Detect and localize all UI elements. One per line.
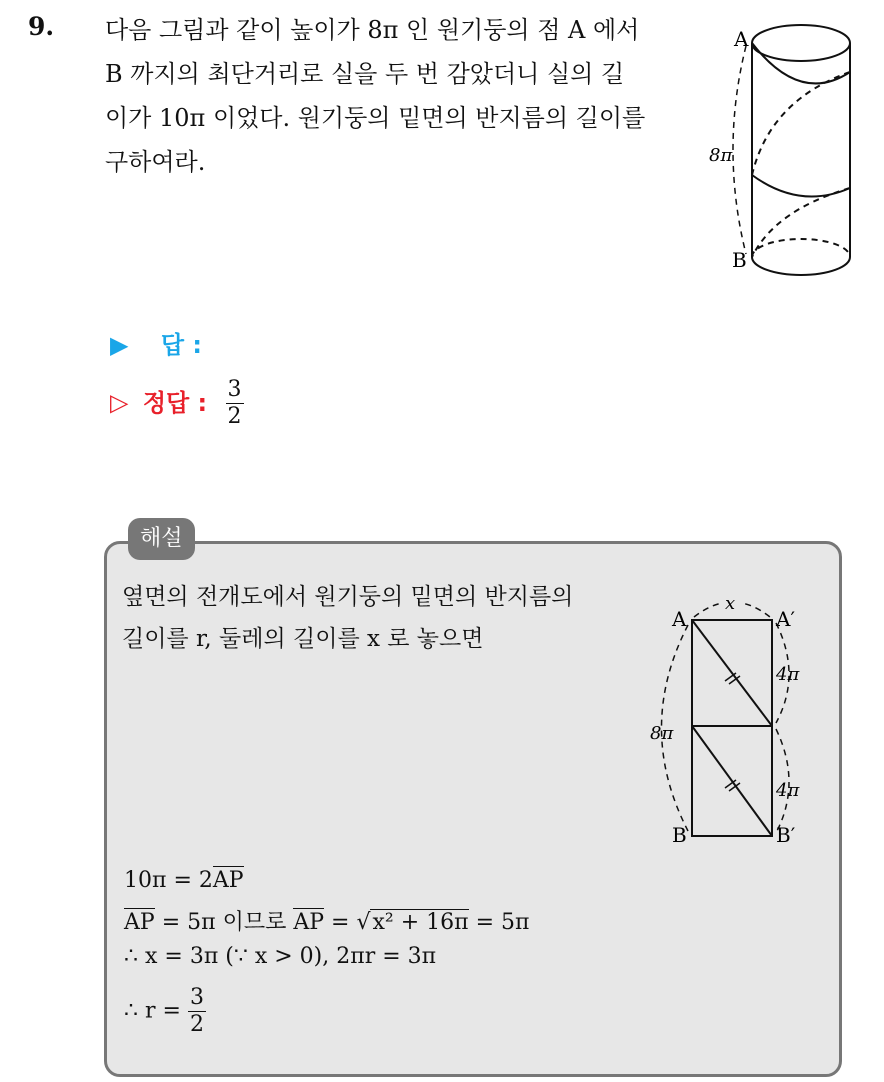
question-text — [105, 8, 683, 184]
question-line-2: B 까지의 최단거리로 실을 두 번 감았더니 실의 길 — [105, 60, 625, 88]
question-line-3: 이가 10π 이었다. 원기둥의 밑면의 반지름의 길이를 — [105, 104, 646, 132]
correct-answer-value — [226, 377, 244, 430]
question-number: 9. — [28, 12, 55, 41]
equation-1-left: 10π = 2 — [124, 868, 213, 893]
correct-numerator: 3 — [227, 377, 242, 402]
explanation-text — [122, 576, 632, 660]
cylinder-label-b: B — [732, 248, 747, 272]
question-line-1: 다음 그림과 같이 높이가 8π 인 원기둥의 점 A 에서 — [105, 16, 640, 44]
equation-2-mid: = 5π 이므로 — [154, 910, 294, 935]
net-figure — [640, 585, 820, 850]
answer-label: 답 : — [160, 331, 202, 359]
cylinder-label-a: A — [734, 27, 749, 51]
equation-2-sqrt: √x² + 16π — [356, 910, 469, 935]
equation-4-numerator: 3 — [189, 985, 204, 1010]
net-height-label: 8π — [650, 723, 674, 744]
answer-row — [110, 325, 202, 360]
explanation-line-1: 옆면의 전개도에서 원기둥의 밑면의 반지름의 — [122, 584, 574, 610]
equation-4-denominator: 2 — [189, 1012, 204, 1037]
equation-2-segment-2: AP — [293, 910, 325, 935]
answer-marker-icon: ▶ — [110, 331, 129, 359]
net-label-b-prime: B′ — [776, 823, 796, 847]
cylinder-figure — [700, 10, 865, 285]
equation-2-radicand: x² + 16π — [372, 910, 469, 935]
equation-2-segment-1: AP — [124, 910, 155, 935]
net-label-a: A — [672, 607, 687, 631]
net-upper-half-label: 4π — [776, 664, 800, 685]
cylinder-height-label: 8π — [709, 145, 733, 166]
explanation-line-2: 길이를 r, 둘레의 길이를 x 로 놓으면 — [122, 626, 484, 652]
equation-1 — [124, 868, 244, 893]
equation-1-segment: AP — [212, 868, 244, 893]
correct-answer-row — [110, 377, 244, 430]
equation-4-fraction — [188, 985, 206, 1038]
net-lower-half-label: 4π — [776, 780, 800, 801]
correct-marker-icon: ▷ — [110, 388, 129, 417]
equation-2 — [124, 905, 529, 936]
correct-denominator: 2 — [227, 404, 242, 429]
equation-4 — [124, 985, 206, 1038]
explanation-tag: 해설 — [128, 518, 195, 560]
equation-2-eq: = — [324, 910, 357, 935]
equation-4-prefix: ∴ r = — [124, 998, 188, 1024]
net-label-a-prime: A′ — [776, 607, 795, 631]
question-line-4: 구하여라. — [105, 148, 206, 176]
equation-3: ∴ x = 3π (∵ x > 0), 2πr = 3π — [124, 944, 437, 969]
net-label-b: B — [672, 823, 687, 847]
equation-2-right: = 5π — [468, 910, 530, 935]
correct-answer-label: 정답 : — [142, 388, 208, 417]
net-label-x: x — [725, 593, 736, 614]
